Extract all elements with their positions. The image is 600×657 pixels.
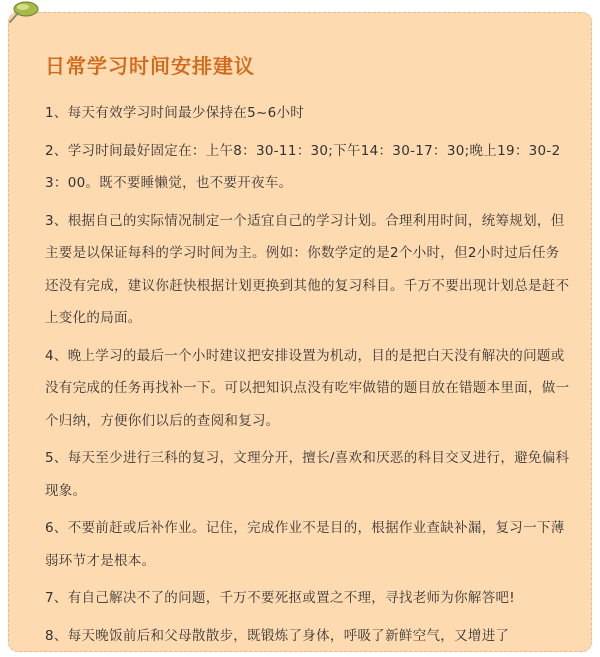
list-item: 7、有自己解决不了的问题，千万不要死抠或置之不理，寻找老师为你解答吧! [45, 590, 515, 606]
list-item: 2、学习时间最好固定在：上午8：30-11：30;下午14：30-17：30;晚上19：30-23：00。既不要睡懒觉，也不要开夜车。 [45, 142, 561, 191]
list-item: 1、每天有效学习时间最少保持在5~6小时 [45, 105, 305, 121]
list-item: 8、每天晚饭前后和父母散散步，既锻炼了身体，呼吸了新鲜空气，又增进了 [45, 627, 510, 644]
pushpin-icon [6, 0, 40, 24]
list-item: 6、不要前赶或后补作业。记住，完成作业不是目的，根据作业查缺补漏，复习一下薄弱环节才是根本。 [45, 520, 565, 569]
suggestion-list [45, 97, 573, 657]
list-item: 5、每天至少进行三科的复习，文理分开，擅长/喜欢和厌恶的科目交叉进行，避免偏科现象。 [45, 450, 570, 499]
list-item: 3、根据自己的实际情况制定一个适宜自己的学习计划。合理利用时间，统筹规划，但主要是以保证每科的学习时间为主。例如：你数学定的是2个小时，但2小时过后任务还没有完成，建议你赶快根据计划更换到其他的复习科目。千万不要出现计划总是赶不上变化的局面。 [45, 212, 570, 326]
content-card [8, 12, 592, 652]
article-title: 日常学习时间安排建议 [45, 54, 255, 78]
list-item: 4、晚上学习的最后一个小时建议把安排设置为机动，目的是把白天没有解决的问题或没有完成的任务再找补一下。可以把知识点没有吃牢做错的题目放在错题本里面，做一个归纳，方便你们以后的查阅和复习。 [45, 347, 570, 429]
